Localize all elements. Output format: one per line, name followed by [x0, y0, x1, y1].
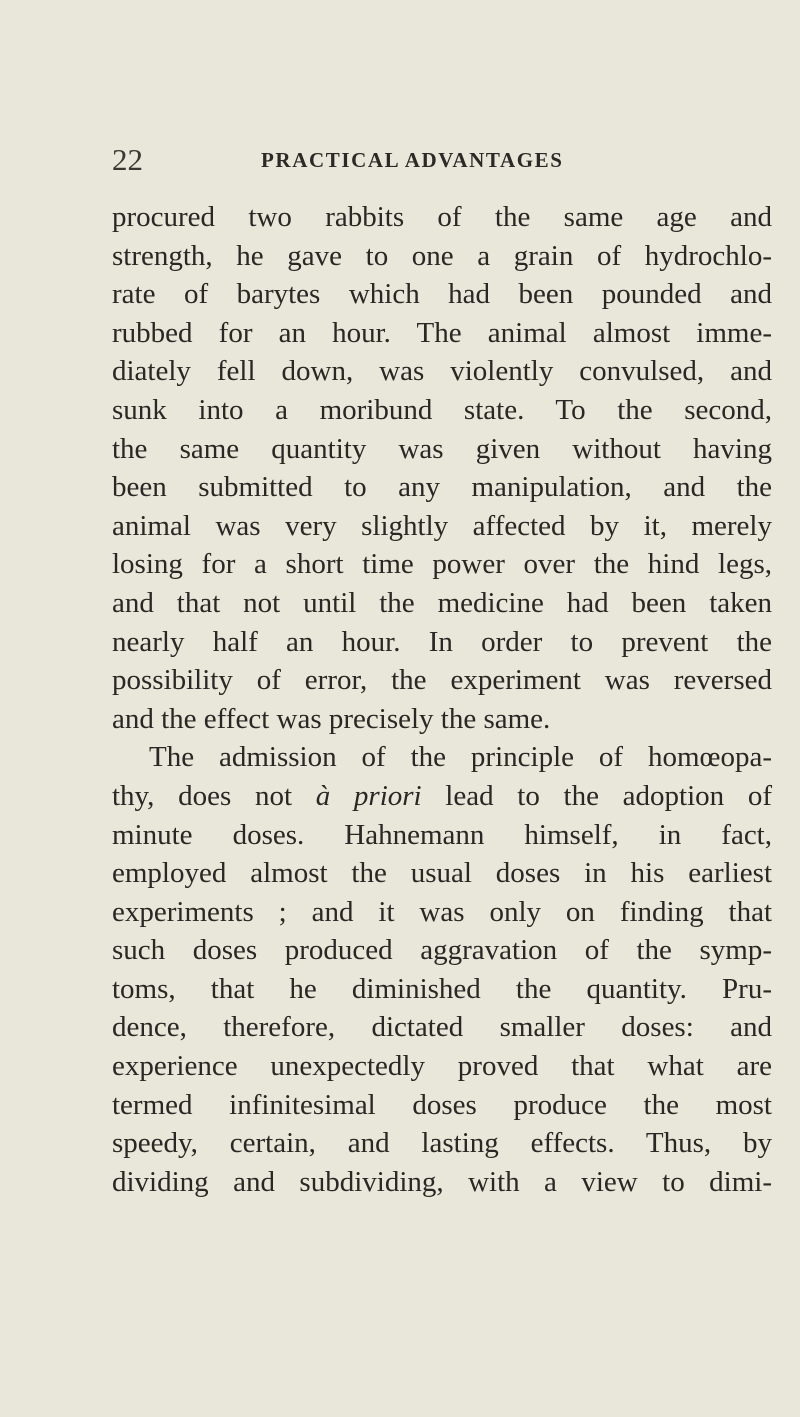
text-line: dence, therefore, dictated smaller doses: and	[112, 1011, 772, 1044]
text-line-paragraph-end: and the effect was precisely the same.	[112, 702, 551, 735]
text-line: diately fell down, was violently convulsed, and	[112, 355, 772, 388]
text-line: experiments ; and it was only on finding that	[112, 895, 772, 928]
text-line: losing for a short time power over the hind legs,	[112, 548, 772, 581]
text-line: experience unexpectedly proved that what are	[112, 1050, 772, 1083]
text-line: dividing and subdividing, with a view to dimi-	[112, 1165, 772, 1198]
running-head	[112, 142, 772, 178]
text-line: nearly half an hour. In order to prevent the	[112, 625, 772, 658]
text-line: the same quantity was given without having	[112, 432, 772, 465]
text-line: and that not until the medicine had been taken	[112, 586, 772, 619]
text-line: employed almost the usual doses in his earliest	[112, 857, 772, 890]
text-line: possibility of error, the experiment was reversed	[112, 664, 772, 697]
text-line: rate of barytes which had been pounded and	[112, 278, 772, 311]
text-line: procured two rabbits of the same age and	[112, 201, 772, 233]
body-text	[112, 198, 772, 1201]
text-line: strength, he gave to one a grain of hydrochlo-	[112, 239, 772, 272]
italic-phrase: à priori	[315, 779, 422, 812]
text-run: lead to the adoption of	[421, 779, 773, 812]
text-line: animal was very slightly affected by it, merely	[112, 509, 772, 542]
text-line: speedy, certain, and lasting effects. Thus, by	[112, 1127, 772, 1160]
text-line: such doses produced aggravation of the symp-	[112, 934, 772, 967]
text-line: toms, that he diminished the quantity. Pru-	[112, 972, 772, 1005]
text-line: been submitted to any manipulation, and the	[112, 471, 772, 504]
text-line: rubbed for an hour. The animal almost imme-	[112, 316, 772, 349]
text-line-paragraph-start	[112, 738, 772, 777]
text-line: minute doses. Hahnemann himself, in fact,	[112, 818, 772, 851]
text-line: termed infinitesimal doses produce the most	[112, 1088, 772, 1121]
page-number: 22	[112, 142, 143, 177]
running-header-title: PRACTICAL ADVANTAGES	[261, 148, 564, 172]
text-line: sunk into a moribund state. To the second,	[112, 393, 772, 426]
text-run: The admission of the principle of homœopa-	[149, 741, 772, 774]
text-run: thy, does not	[112, 779, 316, 812]
text-line	[112, 777, 772, 816]
